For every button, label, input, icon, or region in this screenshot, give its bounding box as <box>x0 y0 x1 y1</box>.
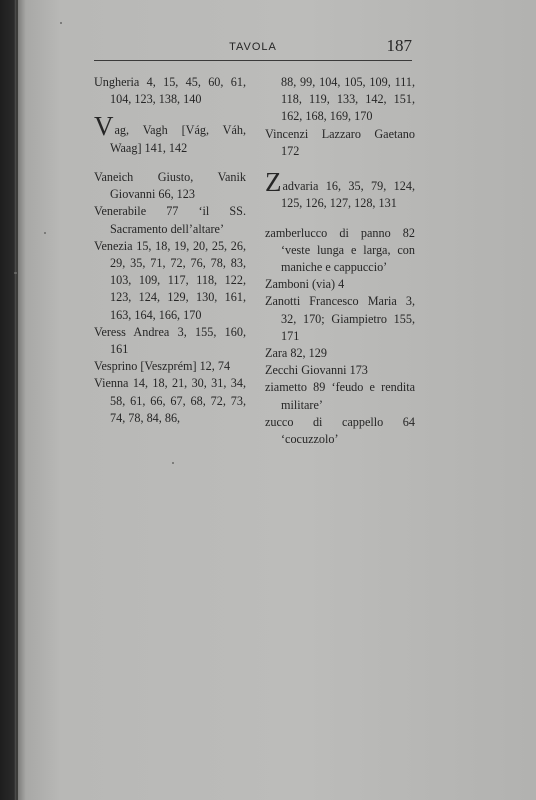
paper-speck <box>60 22 62 24</box>
index-column-right <box>265 74 415 448</box>
drop-cap-letter: V <box>94 111 114 142</box>
binding-gutter <box>16 0 18 800</box>
index-entry-text: advaria 16, 35, 79, 124, 125, 126, 127, 128, 131 <box>281 179 415 211</box>
running-title: TAVOLA <box>229 41 277 53</box>
index-entry: zamberlucco di panno 82 ‘veste lunga e larga, con maniche e cappuccio’ <box>265 225 415 275</box>
index-entry: zucco di cappello 64 ‘cocuzzolo’ <box>265 414 415 447</box>
index-entry: Zara 82, 129 <box>265 346 327 361</box>
index-entry-continuation: 88, 99, 104, 105, 109, 111, 118, 119, 133, 142, 151, 162, 168, 169, 170 <box>281 75 415 124</box>
page-header <box>94 36 412 60</box>
index-entry: ziametto 89 ‘feudo e rendita militare’ <box>265 380 415 412</box>
index-entry-dropcap <box>265 167 415 212</box>
index-entry: Zanotti Francesco Maria 3, 32, 170; Giampietro 155, 171 <box>265 294 415 343</box>
header-rule <box>94 60 412 61</box>
paper-speck <box>14 272 17 274</box>
index-entry: Vienna 14, 18, 21, 30, 31, 34, 58, 61, 66, 67, 68, 72, 73, 74, 78, 84, 86, <box>94 376 246 425</box>
index-entry: Vincenzi Lazzaro Gaetano 172 <box>265 126 415 158</box>
index-entry: Zamboni (via) 4 <box>265 277 345 292</box>
index-entry-text: ag, Vagh [Vág, Váh, Waag] 141, 142 <box>110 123 246 155</box>
drop-cap-letter: Z <box>265 167 282 198</box>
index-entry: Venezia 15, 18, 19, 20, 25, 26, 29, 35, 71, 72, 76, 78, 83, 103, 109, 117, 118, 122, 123, 124, 129, 130, 161, 163, 164, 166, 170 <box>94 238 246 322</box>
index-column-left <box>94 74 246 427</box>
paper-speck <box>172 462 174 464</box>
index-entry: Vaneich Giusto, Vanik Giovanni 66, 123 <box>94 170 246 202</box>
index-entry-dropcap <box>94 111 246 156</box>
index-entry: Venerabile 77 ‘il SS. Sacramento dell’altare’ <box>94 204 246 236</box>
paper-speck <box>44 232 46 234</box>
index-entry: Ungheria 4, 15, 45, 60, 61, 104, 123, 138, 140 <box>94 75 246 107</box>
index-entry: Vesprino [Veszprém] 12, 74 <box>94 359 231 374</box>
page-number: 187 <box>386 36 412 55</box>
index-entry: Zecchi Giovanni 173 <box>265 363 368 378</box>
index-entry: Veress Andrea 3, 155, 160, 161 <box>94 324 246 357</box>
